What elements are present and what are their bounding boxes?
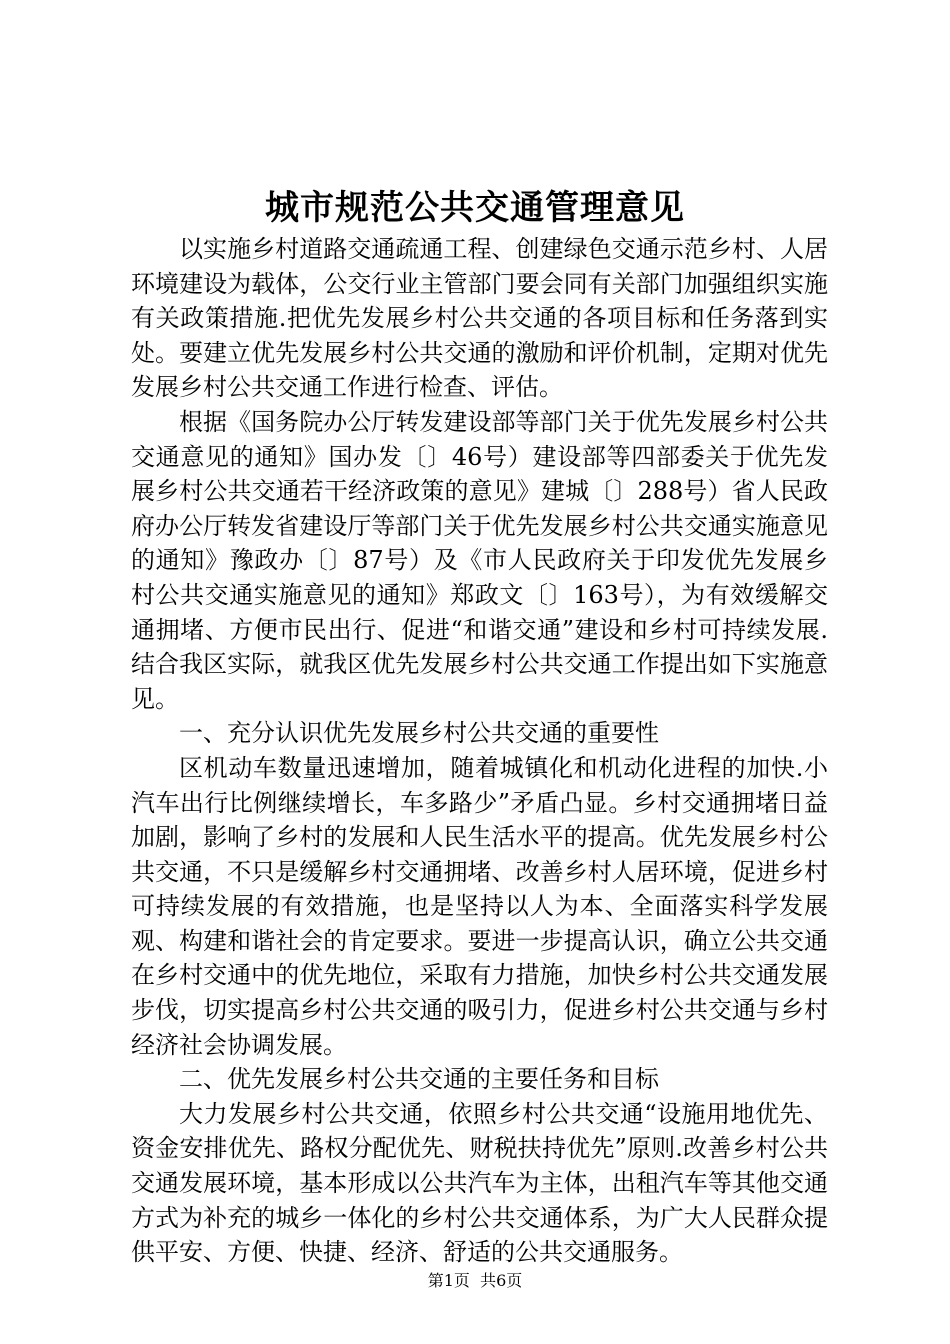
document-body (131, 232, 828, 1270)
page-number: 第1页 (427, 1271, 470, 1290)
section-heading-1: 一、充分认识优先发展乡村公共交通的重要性 (179, 719, 659, 748)
paragraph-basis: 根据《国务院办公厅转发建设部等部门关于优先发展乡村公共交通意见的通知》国办发〔〕46号）建设部等四部委关于优先发展乡村公共交通若干经济政策的意见》建城〔〕288号）省人民政府办公厅转发省建设厅等部门关于优先发展乡村公共交通实施意见的通知》豫政办〔〕87号）及《市人民政府关于印发优先发展乡村公共交通实施意见的通知》郑政文〔〕163号），为有效缓解交通拥堵、方便市民出行、促进“和谐交通”建设和乡村可持续发展.结合我区实际，就我区优先发展乡村公共交通工作提出如下实施意见。 (131, 407, 828, 713)
page-total: 共6页 (480, 1271, 523, 1290)
document-title: 城市规范公共交通管理意见 (265, 188, 685, 228)
page-footer (0, 1270, 950, 1292)
section-heading-2: 二、优先发展乡村公共交通的主要任务和目标 (179, 1065, 659, 1094)
paragraph-intro: 以实施乡村道路交通疏通工程、创建绿色交通示范乡村、人居环境建设为载体，公交行业主管部门要会同有关部门加强组织实施有关政策措施.把优先发展乡村公共交通的各项目标和任务落到实处。要建立优先发展乡村公共交通的激励和评价机制，定期对优先发展乡村公共交通工作进行检查、评估。 (131, 235, 828, 402)
section-paragraph-2: 大力发展乡村公共交通，依照乡村公共交通“设施用地优先、资金安排优先、路权分配优先、财税扶持优先”原则.改善乡村公共交通发展环境，基本形成以公共汽车为主体，出租汽车等其他交通方式为补充的城乡一体化的乡村公共交通体系，为广大人民群众提供平安、方便、快捷、经济、舒适的公共交通服务。 (131, 1099, 828, 1267)
section-paragraph-1: 区机动车数量迅速增加，随着城镇化和机动化进程的加快.小汽车出行比例继续增长，车多路少”矛盾凸显。乡村交通拥堵日益加剧，影响了乡村的发展和人民生活水平的提高。优先发展乡村公共交通，不只是缓解乡村交通拥堵、改善乡村人居环境，促进乡村可持续发展的有效措施，也是坚持以人为本、全面落实科学发展观、构建和谐社会的肯定要求。要进一步提高认识，确立公共交通在乡村交通中的优先地位，采取有力措施，加快乡村公共交通发展步伐，切实提高乡村公共交通的吸引力，促进乡村公共交通与乡村经济社会协调发展。 (131, 753, 828, 1059)
